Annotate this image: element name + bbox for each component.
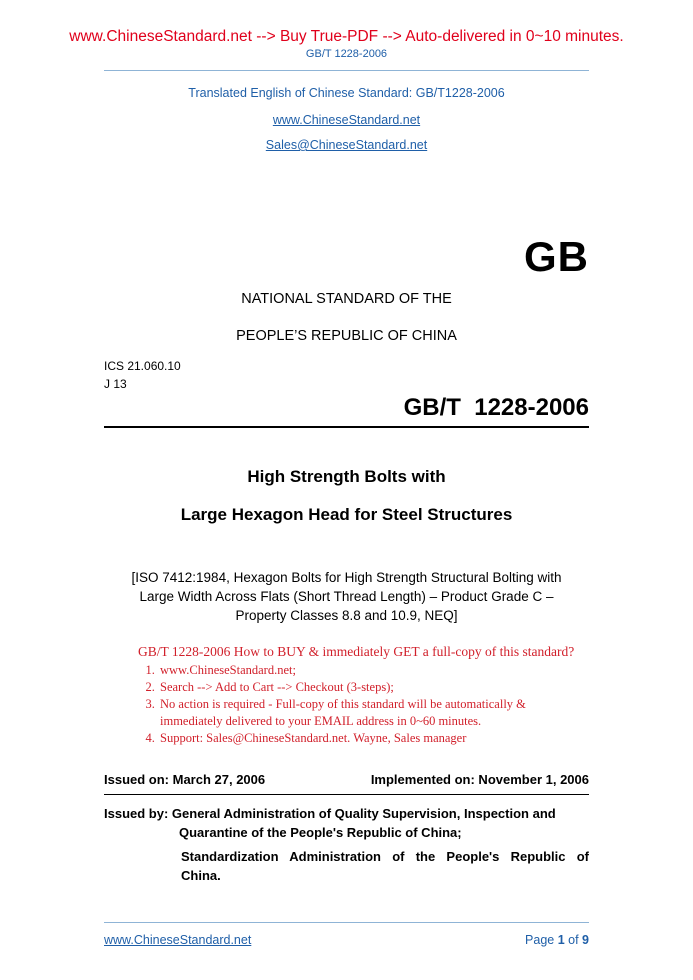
national-standard-line2: PEOPLE’S REPUBLIC OF CHINA: [236, 328, 457, 344]
purchase-step-3: 3. No action is required - Full-copy of this standard will be automatically & immediately delivered to your EMAIL address in 0~60 minutes.: [158, 696, 560, 730]
ccs-code: J 13: [104, 377, 127, 391]
gb-mark: GB: [524, 233, 589, 280]
issuer-line1: Issued by: General Administration of Quality Supervision, Inspection and: [104, 806, 556, 821]
translated-caption: Translated English of Chinese Standard: GB/T1228-2006: [188, 86, 505, 100]
iso-reference: [118, 568, 575, 625]
email-link[interactable]: Sales@ChineseStandard.net: [265, 138, 428, 152]
title-line1: High Strength Bolts with: [247, 467, 446, 486]
title-line2: Large Hexagon Head for Steel Structures: [180, 505, 513, 524]
email-link-row: [0, 136, 693, 154]
page-prefix: Page: [525, 933, 558, 947]
purchase-steps: [138, 662, 574, 747]
website-link-row: [0, 111, 693, 129]
purchase-question: GB/T 1228-2006 How to BUY & immediately GET a full-copy of this standard?: [138, 644, 575, 659]
ics-code: ICS 21.060.10: [104, 359, 181, 373]
title-divider: [104, 426, 589, 428]
issuer-block: [104, 804, 589, 842]
header-standard-code: GB/T 1228-2006: [305, 48, 388, 60]
issuer-line3: Standardization Administration of the People's Republic of China.: [181, 849, 589, 883]
iso-reference-line1: [ISO 7412:1984, Hexagon Bolts for High Strength Structural Bolting with: [131, 570, 562, 585]
iso-reference-line2: Large Width Across Flats (Short Thread Length) – Product Grade C –: [139, 589, 554, 604]
page-total: 9: [582, 933, 589, 947]
purchase-step-2: 2. Search --> Add to Cart --> Checkout (3-steps);: [158, 679, 574, 696]
iso-reference-line3: Property Classes 8.8 and 10.9, NEQ]: [235, 608, 458, 623]
standard-number: GB/T 1228-2006: [403, 394, 589, 421]
purchase-step-4: 4. Support: Sales@ChineseStandard.net. Wayne, Sales manager: [158, 730, 574, 747]
implemented-date: Implemented on: November 1, 2006: [370, 772, 589, 787]
header-divider: [104, 70, 589, 71]
issued-date: Issued on: March 27, 2006: [104, 772, 266, 787]
page-indicator: [525, 933, 589, 947]
dates-row: [104, 772, 589, 787]
purchase-step-1[interactable]: 1. www.ChineseStandard.net;: [158, 662, 574, 679]
footer-website-link[interactable]: www.ChineseStandard.net: [104, 933, 252, 947]
purchase-instructions: [138, 644, 574, 747]
classification-codes: [104, 357, 181, 393]
national-standard-line1: NATIONAL STANDARD OF THE: [241, 291, 452, 307]
website-link[interactable]: www.ChineseStandard.net: [272, 113, 421, 127]
page-of: of: [564, 933, 583, 947]
page-current: 1: [557, 933, 565, 947]
top-banner-headline[interactable]: www.ChineseStandard.net --> Buy True-PDF --> Auto-delivered in 0~10 minutes.: [69, 28, 624, 45]
dates-divider: [104, 794, 589, 795]
issuer-line2: Quarantine of the People's Republic of China;: [179, 825, 462, 840]
footer-divider: [104, 922, 589, 923]
